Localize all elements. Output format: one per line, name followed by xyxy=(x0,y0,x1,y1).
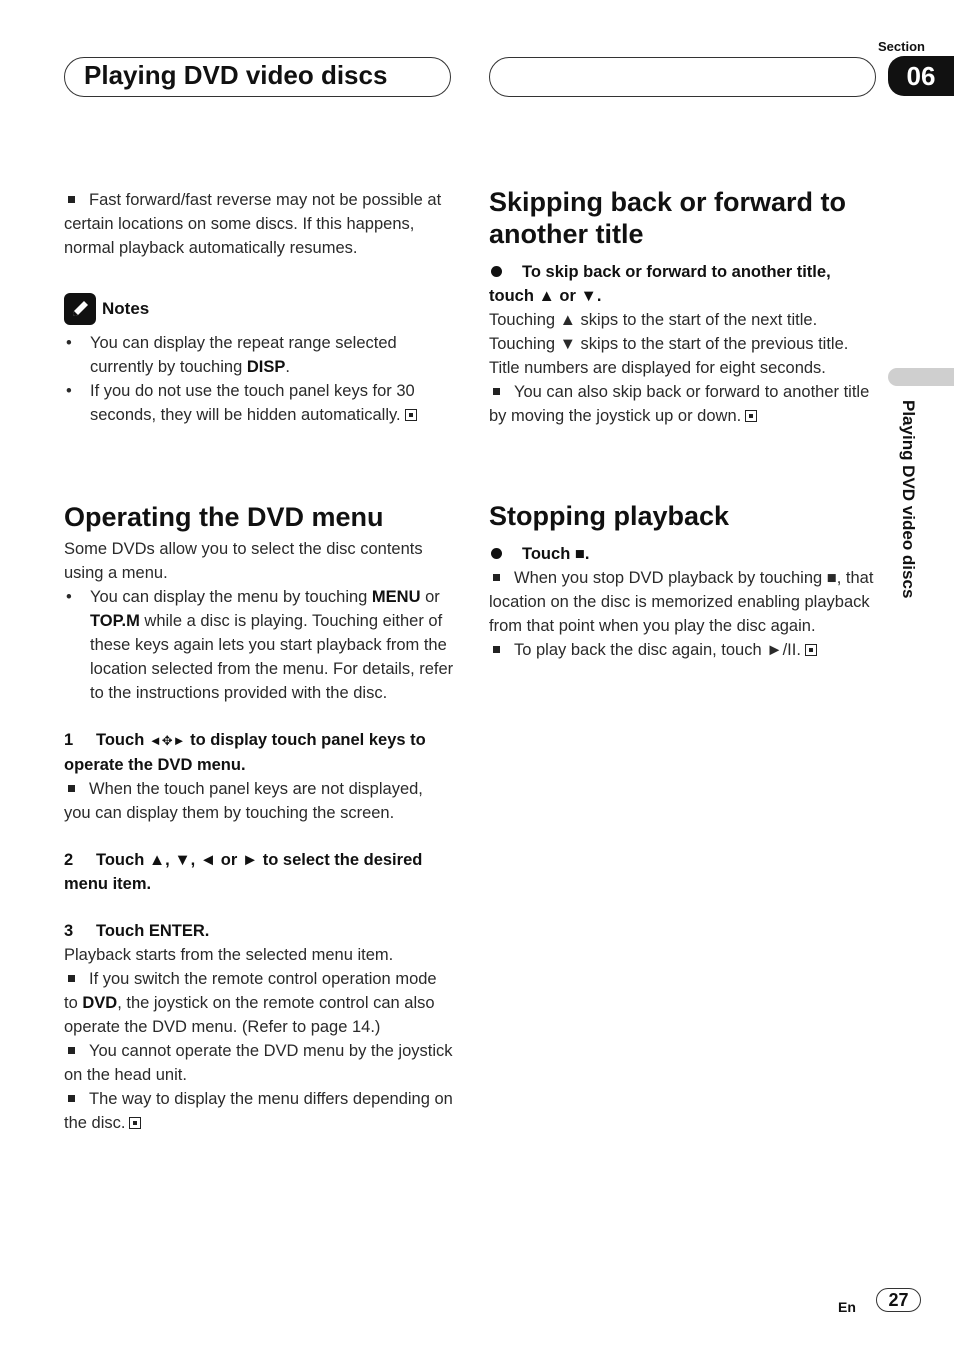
skip-body: Touching ▲ skips to the start of the next title. Touching ▼ skips to the start of the previous title. xyxy=(489,311,849,353)
end-mark-icon xyxy=(129,1117,141,1129)
skip-instruction: To skip back or forward to another title, touch ▲ or ▼. xyxy=(489,263,831,305)
square-bullet-icon xyxy=(68,1047,75,1054)
intro-note: Fast forward/fast reverse may not be possible at certain locations on some discs. If this happens, normal playback automatically resumes. xyxy=(64,191,442,257)
end-mark-icon xyxy=(745,410,757,422)
header-blank-frame xyxy=(489,57,876,97)
stop-instruction: Touch ■. xyxy=(489,542,879,566)
skip-heading: Skipping back or forward to another title xyxy=(489,187,847,249)
end-mark-icon xyxy=(405,409,417,421)
page-title: Playing DVD video discs xyxy=(84,60,388,90)
page-number: 27 xyxy=(876,1288,921,1312)
square-bullet-icon xyxy=(68,785,75,792)
left-column xyxy=(64,188,454,1135)
step-1: 1 Touch ◄✥► to display touch panel keys to operate the DVD menu. xyxy=(64,731,426,774)
step-3-note: If you switch the remote control operation mode to DVD, the joystick on the remote control can also operate the DVD menu. (Refer to page 14.) xyxy=(64,970,437,1036)
dvd-menu-intro: Some DVDs allow you to select the disc contents using a menu. xyxy=(64,540,423,582)
notes-header xyxy=(64,293,454,325)
section-number: 06 xyxy=(888,56,954,96)
square-bullet-icon xyxy=(493,574,500,581)
pencil-icon xyxy=(64,293,96,325)
joystick-arrows-icon: ◄✥► xyxy=(148,733,186,748)
step-3-note: You cannot operate the DVD menu by the joystick on the head unit. xyxy=(64,1042,453,1084)
footer-language: En xyxy=(838,1299,856,1315)
square-bullet-icon xyxy=(68,975,75,982)
stop-heading: Stopping playback xyxy=(489,501,730,531)
dvd-menu-heading: Operating the DVD menu xyxy=(64,502,384,532)
round-bullet-icon xyxy=(491,266,502,277)
side-tab-label: Playing DVD video discs xyxy=(899,400,918,599)
square-bullet-icon xyxy=(493,388,500,395)
square-bullet-icon xyxy=(68,196,75,203)
notes-title: Notes xyxy=(102,299,150,318)
round-bullet-icon xyxy=(491,548,502,559)
square-bullet-icon xyxy=(68,1095,75,1102)
square-bullet-icon xyxy=(493,646,500,653)
dvd-menu-bullet: • You can display the menu by touching MENU or TOP.M while a disc is playing. Touching either of these keys again lets you start playback from the location selected from the menu. For details, refer to the instructions provided with the disc. xyxy=(64,585,454,705)
step-3-note: The way to display the menu differs depending on the disc. xyxy=(64,1090,453,1132)
step-2: 2 Touch ▲, ▼, ◄ or ► to select the desired menu item. xyxy=(64,851,423,893)
right-column xyxy=(489,186,879,662)
stop-note: When you stop DVD playback by touching ■, that location on the disc is memorized enabling playback from that point when you play the disc again. xyxy=(489,569,874,635)
side-tab-marker xyxy=(888,368,954,386)
end-mark-icon xyxy=(805,644,817,656)
section-label: Section xyxy=(878,39,925,54)
skip-body-2: Title numbers are displayed for eight seconds. xyxy=(489,359,826,377)
step-3-body: Playback starts from the selected menu item. xyxy=(64,946,394,964)
note-item: • If you do not use the touch panel keys for 30 seconds, they will be hidden automatically. xyxy=(64,379,454,427)
skip-note: You can also skip back or forward to another title by moving the joystick up or down. xyxy=(489,383,870,425)
stop-note: To play back the disc again, touch ►/II. xyxy=(489,638,879,662)
step-1-note: When the touch panel keys are not displayed, you can display them by touching the screen. xyxy=(64,780,423,822)
note-item: • You can display the repeat range selected currently by touching DISP. xyxy=(64,331,454,379)
step-3: 3 Touch ENTER. xyxy=(64,922,210,940)
